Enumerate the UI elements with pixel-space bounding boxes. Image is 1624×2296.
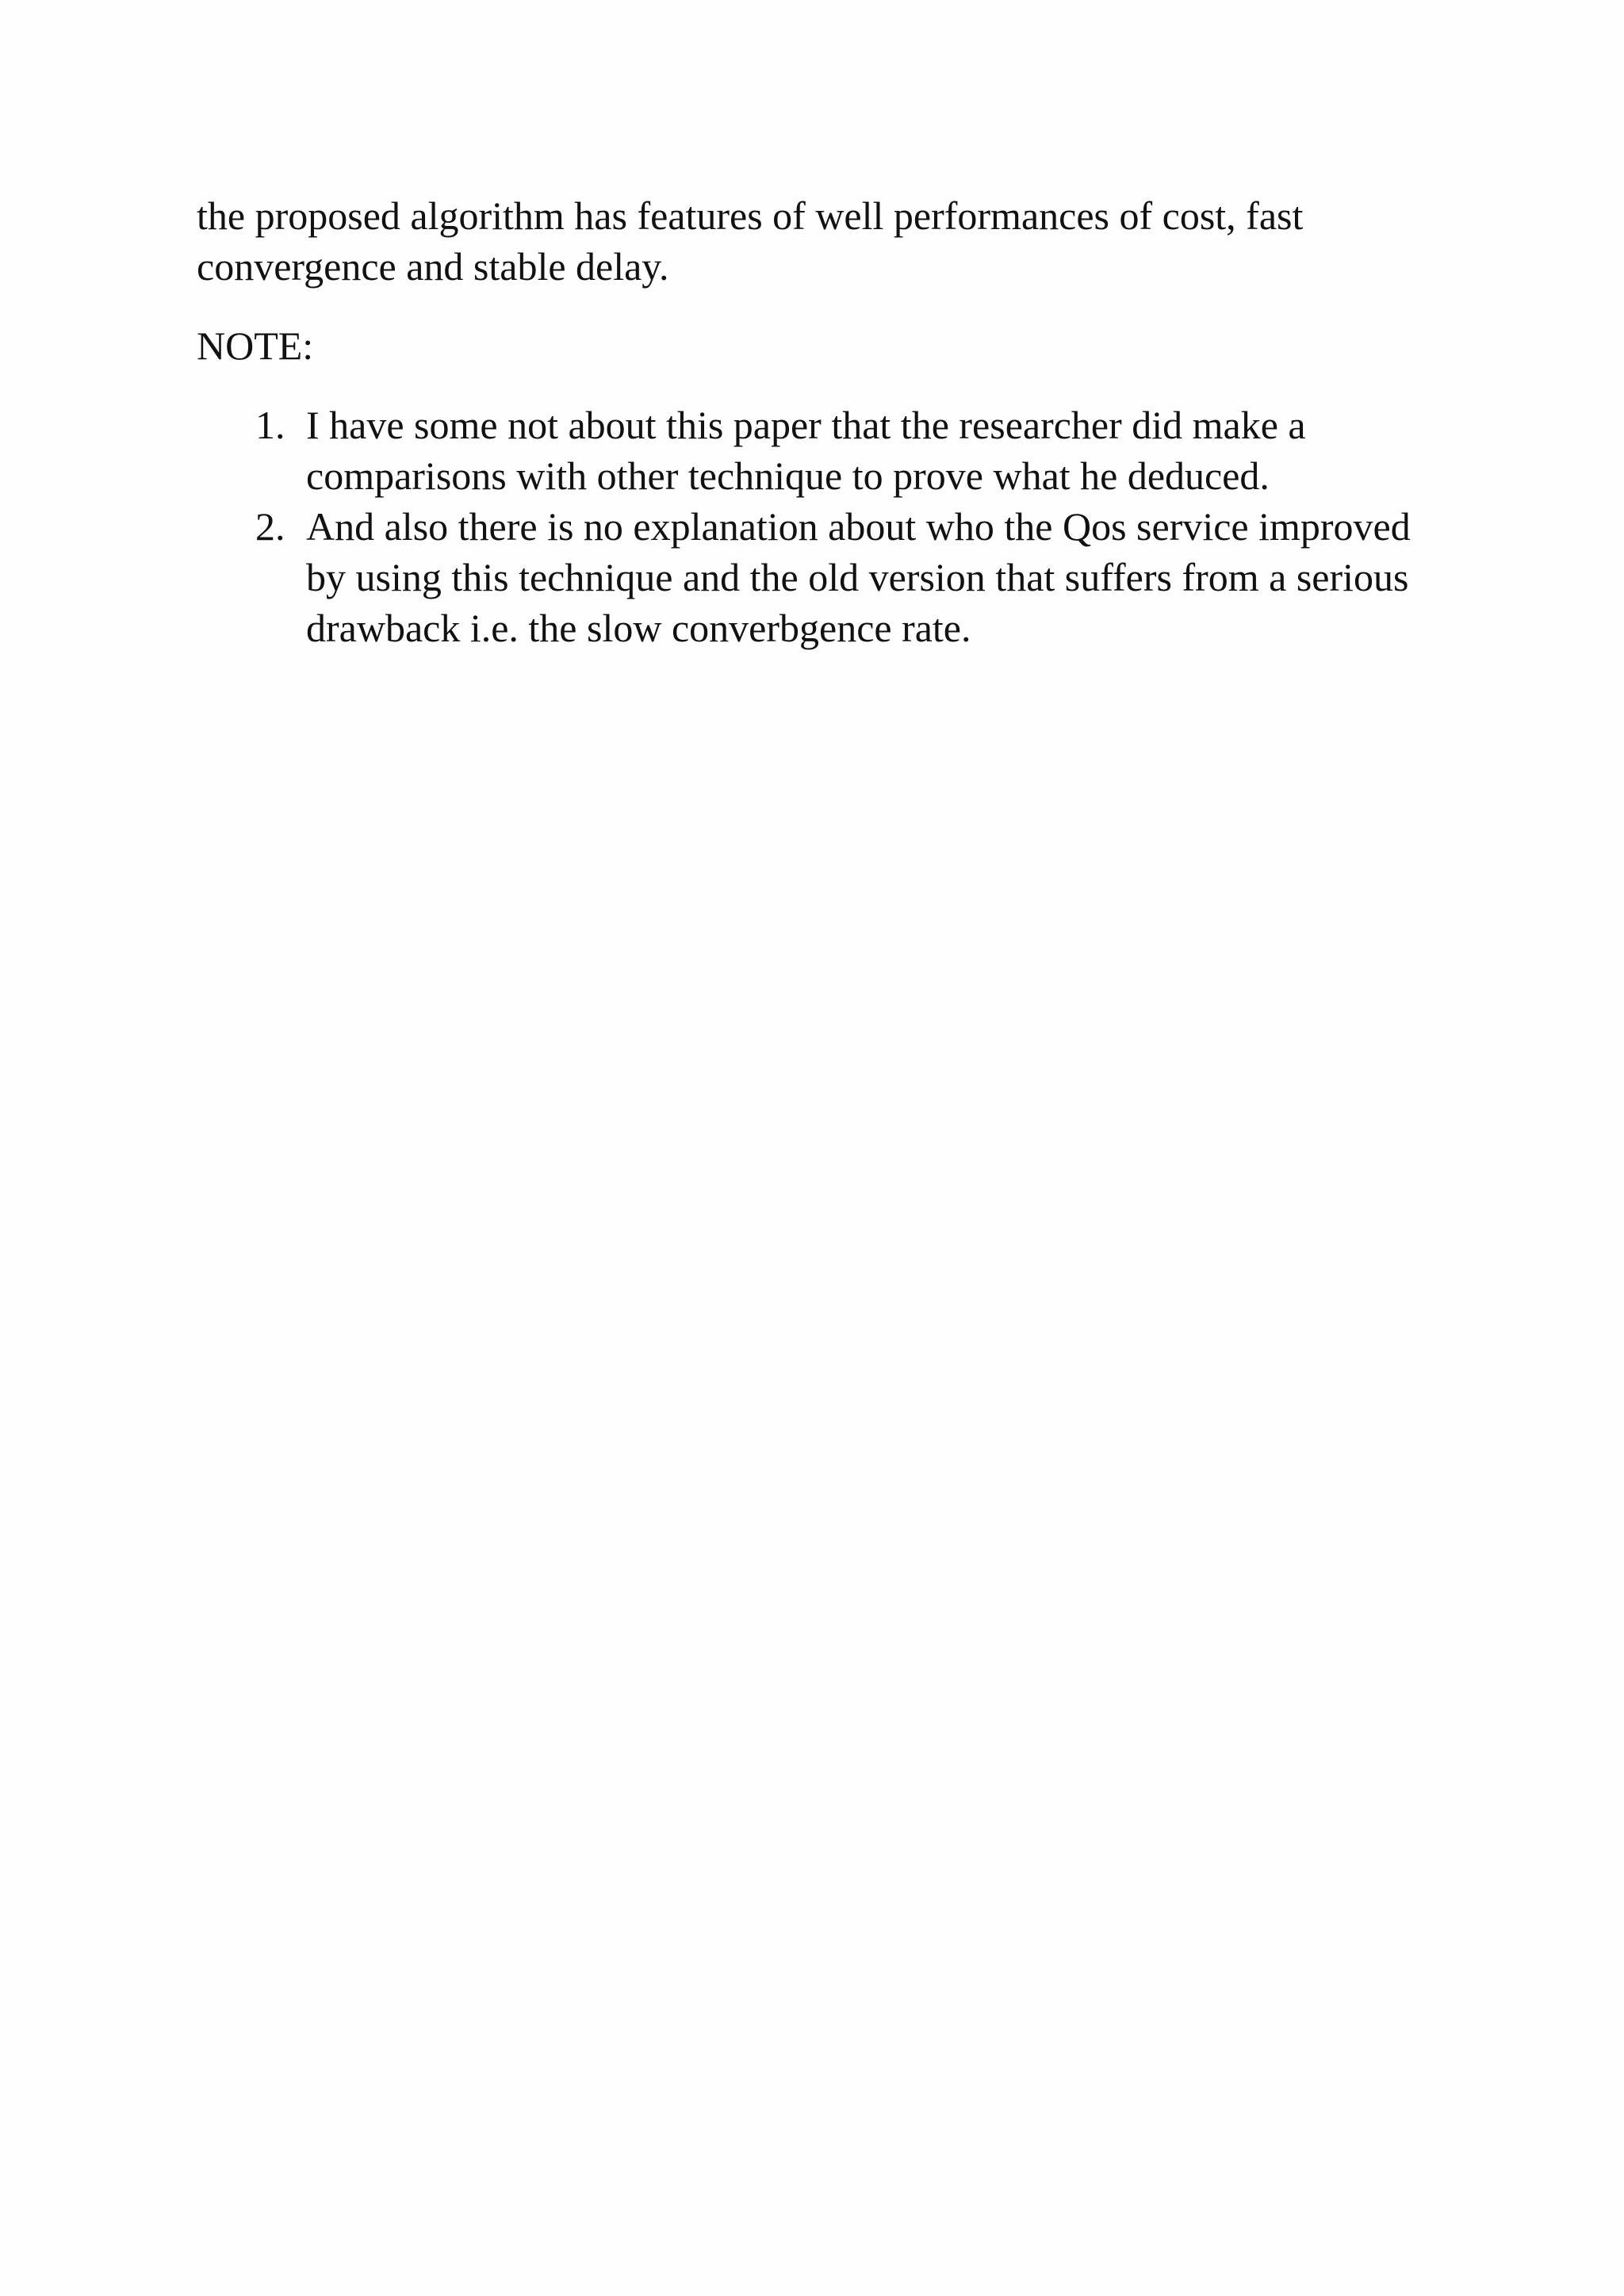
document-body: [197, 190, 1450, 653]
note-heading: NOTE:: [197, 323, 314, 368]
note-item-1: [197, 400, 1450, 501]
note-text-2: And also there is no explanation about who the Qos service improved by using this technique and the old version that suffers from a serious drawback i.e. the slow converbgence rate.: [306, 504, 1411, 650]
note-text-1: I have some not about this paper that the researcher did make a comparisons with other technique to prove what he deduced.: [306, 403, 1306, 498]
note-marker-2: 2.: [255, 504, 285, 549]
note-marker-1: 1.: [255, 403, 285, 447]
note-list: [197, 400, 1450, 653]
intro-paragraph: the proposed algorithm has features of well performances of cost, fast convergence and stable delay.: [197, 193, 1304, 289]
note-item-2: [197, 501, 1450, 653]
